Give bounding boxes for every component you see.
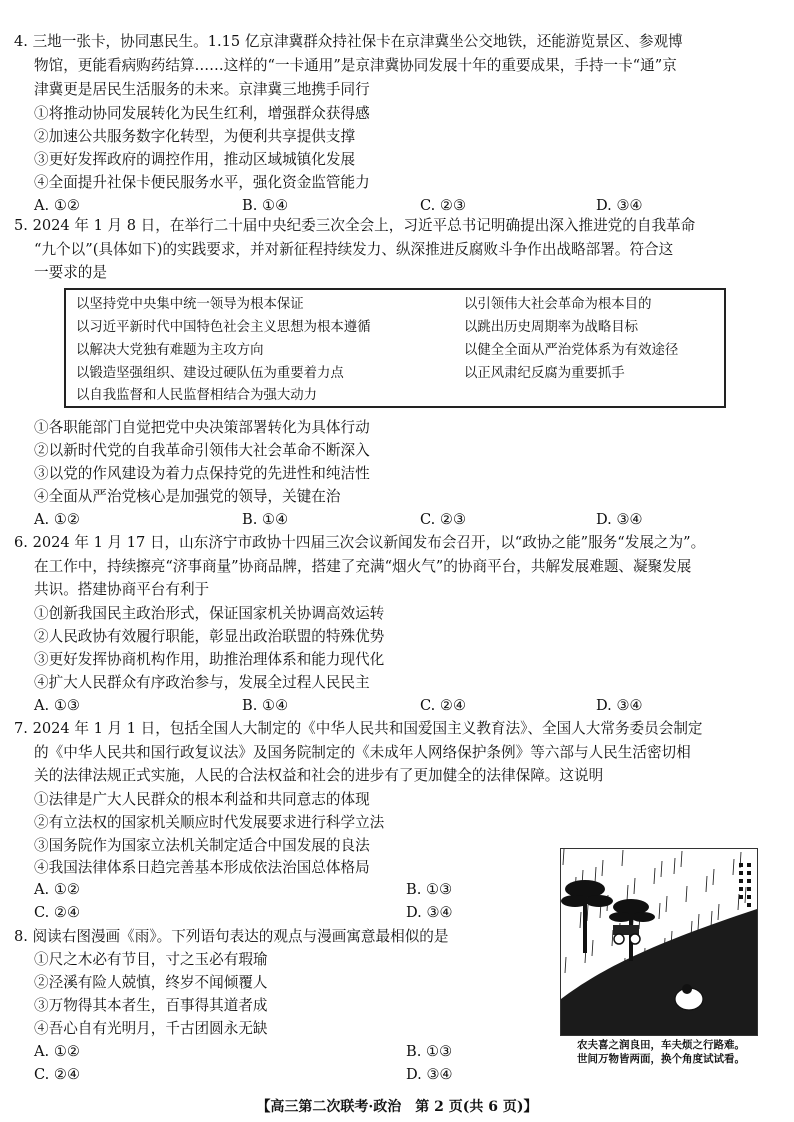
rain-streak [738, 894, 739, 910]
box-left-5: 以自我监督和人民监督相结合为强大动力 [76, 388, 318, 403]
q8-option-c[interactable]: C. ②④ [34, 1066, 81, 1083]
rain-streak [622, 850, 623, 866]
q7-item-4: ④我国法律体系日趋完善基本形成依法治国总体格局 [34, 859, 370, 876]
rain-streak [661, 861, 662, 877]
q5-option-b[interactable]: B. ①④ [242, 511, 289, 528]
box-left-2: 以习近平新时代中国特色社会主义思想为根本遵循 [76, 320, 371, 335]
rain-streak [587, 905, 588, 921]
q8-item-4: ④吾心自有光明月，千古团圆永无缺 [34, 1020, 268, 1037]
nine-requirements-box [64, 288, 726, 408]
rain-streak [686, 886, 687, 902]
q7-option-a[interactable]: A. ①② [34, 881, 80, 898]
q7-stem-line-3: 关的法律法规正式实施，人民的合法权益和社会的进步有了更加健全的法律保障。这说明 [34, 767, 604, 784]
q5-stem-line-2: “九个以”(具体如下)的实践要求，并对新征程持续发力、纵深推进反腐败斗争作出战略部署。符合这 [34, 241, 674, 258]
q5-stem-line-3: 一要求的是 [34, 264, 107, 281]
q4-item-2: ②加速公共服务数字化转型，为便利共享提供支撑 [34, 128, 356, 145]
rain-streak [706, 876, 707, 892]
q6-item-3: ③更好发挥协商机构作用，助推治理体系和能力现代化 [34, 651, 385, 668]
q6-option-b[interactable]: B. ①④ [242, 697, 289, 714]
q8-option-d[interactable]: D. ③④ [406, 1066, 453, 1083]
q4-stem-line-2: 物馆，更能看病购药结算……这样的“一卡通用”是京津冀协同发展十年的重要成果，手持一卡“通”京 [34, 57, 677, 74]
q4-item-3: ③更好发挥政府的调控作用，推动区域城镇化发展 [34, 151, 356, 168]
q6-stem-line-2: 在工作中，持续擦亮“济事商量”协商品牌，搭建了充满“烟火气”的协商平台，共解发展难题、凝聚发展 [34, 558, 692, 575]
q8-options-row-1 [0, 1042, 540, 1062]
q6-item-2: ②人民政协有效履行职能，彰显出政治联盟的特殊优势 [34, 628, 385, 645]
q8-item-1: ①尺之木必有节目，寸之玉必有瑕瑜 [34, 951, 268, 968]
box-left-4: 以锻造坚强组织、建设过硬队伍为重要着力点 [76, 366, 344, 381]
q4-option-c[interactable]: C. ②③ [420, 197, 467, 214]
q5-option-c[interactable]: C. ②③ [420, 511, 467, 528]
q6-stem-line-1: 6. 2024 年 1 月 17 日，山东济宁市政协十四届三次会议新闻发布会召开，以“政协之能”服务“发展之为”。 [14, 534, 706, 551]
q8-item-3: ③万物得其本者生，百事得其道者成 [34, 997, 268, 1014]
q6-item-1: ①创新我国民主政治形式，保证国家机关协调高效运转 [34, 605, 385, 622]
rain-comic-drawing [561, 849, 757, 1035]
rain-streak [602, 860, 603, 876]
q7-options-row-2 [0, 903, 540, 923]
cart-icon [613, 925, 640, 944]
rain-streak [718, 904, 719, 920]
rain-streak [563, 849, 564, 865]
rain-streak [580, 912, 581, 928]
box-right-1: 以引领伟大社会革命为根本目的 [464, 297, 652, 312]
rain-streak [654, 868, 655, 884]
q8-option-b[interactable]: B. ①③ [406, 1043, 453, 1060]
q6-options [0, 696, 794, 716]
q7-item-1: ①法律是广大人民群众的根本利益和共同意志的体现 [34, 791, 370, 808]
comic-caption-line-1: 农夫喜之润良田，车夫烦之行路难。 [577, 1039, 745, 1051]
q7-item-2: ②有立法权的国家机关顺应时代发展要求进行科学立法 [34, 814, 385, 831]
page-footer: 【高三第二次联考·政治 第 2 页(共 6 页)】 [256, 1099, 538, 1115]
q5-item-2: ②以新时代党的自我革命引领伟大社会革命不断深入 [34, 442, 370, 459]
rain-streak [666, 896, 667, 912]
q6-option-c[interactable]: C. ②④ [420, 697, 467, 714]
rain-streak [595, 867, 596, 883]
q5-options [0, 510, 794, 530]
q6-option-d[interactable]: D. ③④ [596, 697, 643, 714]
q7-option-c[interactable]: C. ②④ [34, 904, 81, 921]
rain-streak [681, 851, 682, 867]
box-right-3: 以健全全面从严治党体系为有效途径 [464, 343, 679, 358]
box-left-3: 以解决大党独有难题为主攻方向 [76, 343, 264, 358]
q7-options-row-1 [0, 880, 540, 900]
rain-streak [745, 887, 746, 903]
q7-item-3: ③国务院作为国家立法机关制定适合中国发展的良法 [34, 837, 370, 854]
q8-option-a[interactable]: A. ①② [34, 1043, 80, 1060]
trees-icon [561, 880, 655, 961]
comic-caption [556, 1038, 766, 1066]
q4-stem-line-3: 津冀更是居民生活服务的未来。京津冀三地携手同行 [34, 81, 370, 98]
q6-stem-line-3: 共识。搭建协商平台有利于 [34, 581, 210, 598]
q7-stem-line-2: 的《中华人民共和国行政复议法》及国务院制定的《未成年人网络保护条例》等六部与人民生活密切相 [34, 744, 691, 761]
q5-item-4: ④全面从严治党核心是加强党的领导，关键在治 [34, 488, 341, 505]
q4-item-1: ①将推动协同发展转化为民生红利，增强群众获得感 [34, 105, 370, 122]
q7-stem-line-1: 7. 2024 年 1 月 1 日，包括全国人大制定的《中华人民共和国爱国主义教育法》、全国人大常务委员会制定 [14, 720, 703, 737]
q4-option-b[interactable]: B. ①④ [242, 197, 289, 214]
rain-streak [627, 885, 628, 901]
rain-streak [634, 878, 635, 894]
q4-option-d[interactable]: D. ③④ [596, 197, 643, 214]
rain-streak [592, 940, 593, 956]
rain-streak [713, 869, 714, 885]
q8-item-2: ②泾溪有险人兢慎，终岁不闻倾覆人 [34, 974, 268, 991]
rain-streak [565, 957, 566, 973]
q8-stem-line-1: 8. 阅读右图漫画《雨》。下列语句表达的观点与漫画寓意最相似的是 [14, 928, 449, 945]
q7-option-b[interactable]: B. ①③ [406, 881, 453, 898]
q5-option-a[interactable]: A. ①② [34, 511, 80, 528]
box-right-4: 以正风肃纪反腐为重要抓手 [464, 366, 625, 381]
q4-options [0, 196, 794, 216]
q5-item-1: ①各职能部门自觉把党中央决策部署转化为具体行动 [34, 419, 370, 436]
box-left-1: 以坚持党中央集中统一领导为根本保证 [76, 297, 304, 312]
hillside [561, 909, 757, 1035]
rain-streak [612, 930, 613, 946]
comic-caption-line-2: 世间万物皆两面，换个角度试试看。 [577, 1053, 745, 1065]
q6-option-a[interactable]: A. ①③ [34, 697, 80, 714]
q5-item-3: ③以党的作风建设为着力点保持党的先进性和纯洁性 [34, 465, 370, 482]
rain-streak [733, 859, 734, 875]
q8-options-row-2 [0, 1065, 540, 1085]
rain-comic-illustration [560, 848, 758, 1036]
q4-stem-line-1: 4. 三地一张卡，协同惠民生。1.15 亿京津冀群众持社保卡在京津冀坐公交地铁，还能游览景区、参观博 [14, 33, 683, 50]
q6-item-4: ④扩大人民群众有序政治参与，发展全过程人民民主 [34, 674, 370, 691]
q4-item-4: ④全面提升社保卡便民服务水平，强化资金监管能力 [34, 174, 370, 191]
q5-stem-line-1: 5. 2024 年 1 月 8 日，在举行二十届中央纪委三次全会上，习近平总书记明确提出深入推进党的自我革命 [14, 217, 696, 234]
q5-option-d[interactable]: D. ③④ [596, 511, 643, 528]
rain-streak [674, 858, 675, 874]
rain-streak [659, 903, 660, 919]
q4-option-a[interactable]: A. ①② [34, 197, 80, 214]
q7-option-d[interactable]: D. ③④ [406, 904, 453, 921]
box-right-2: 以跳出历史周期率为战略目标 [464, 320, 639, 335]
rain-streak [698, 914, 699, 930]
